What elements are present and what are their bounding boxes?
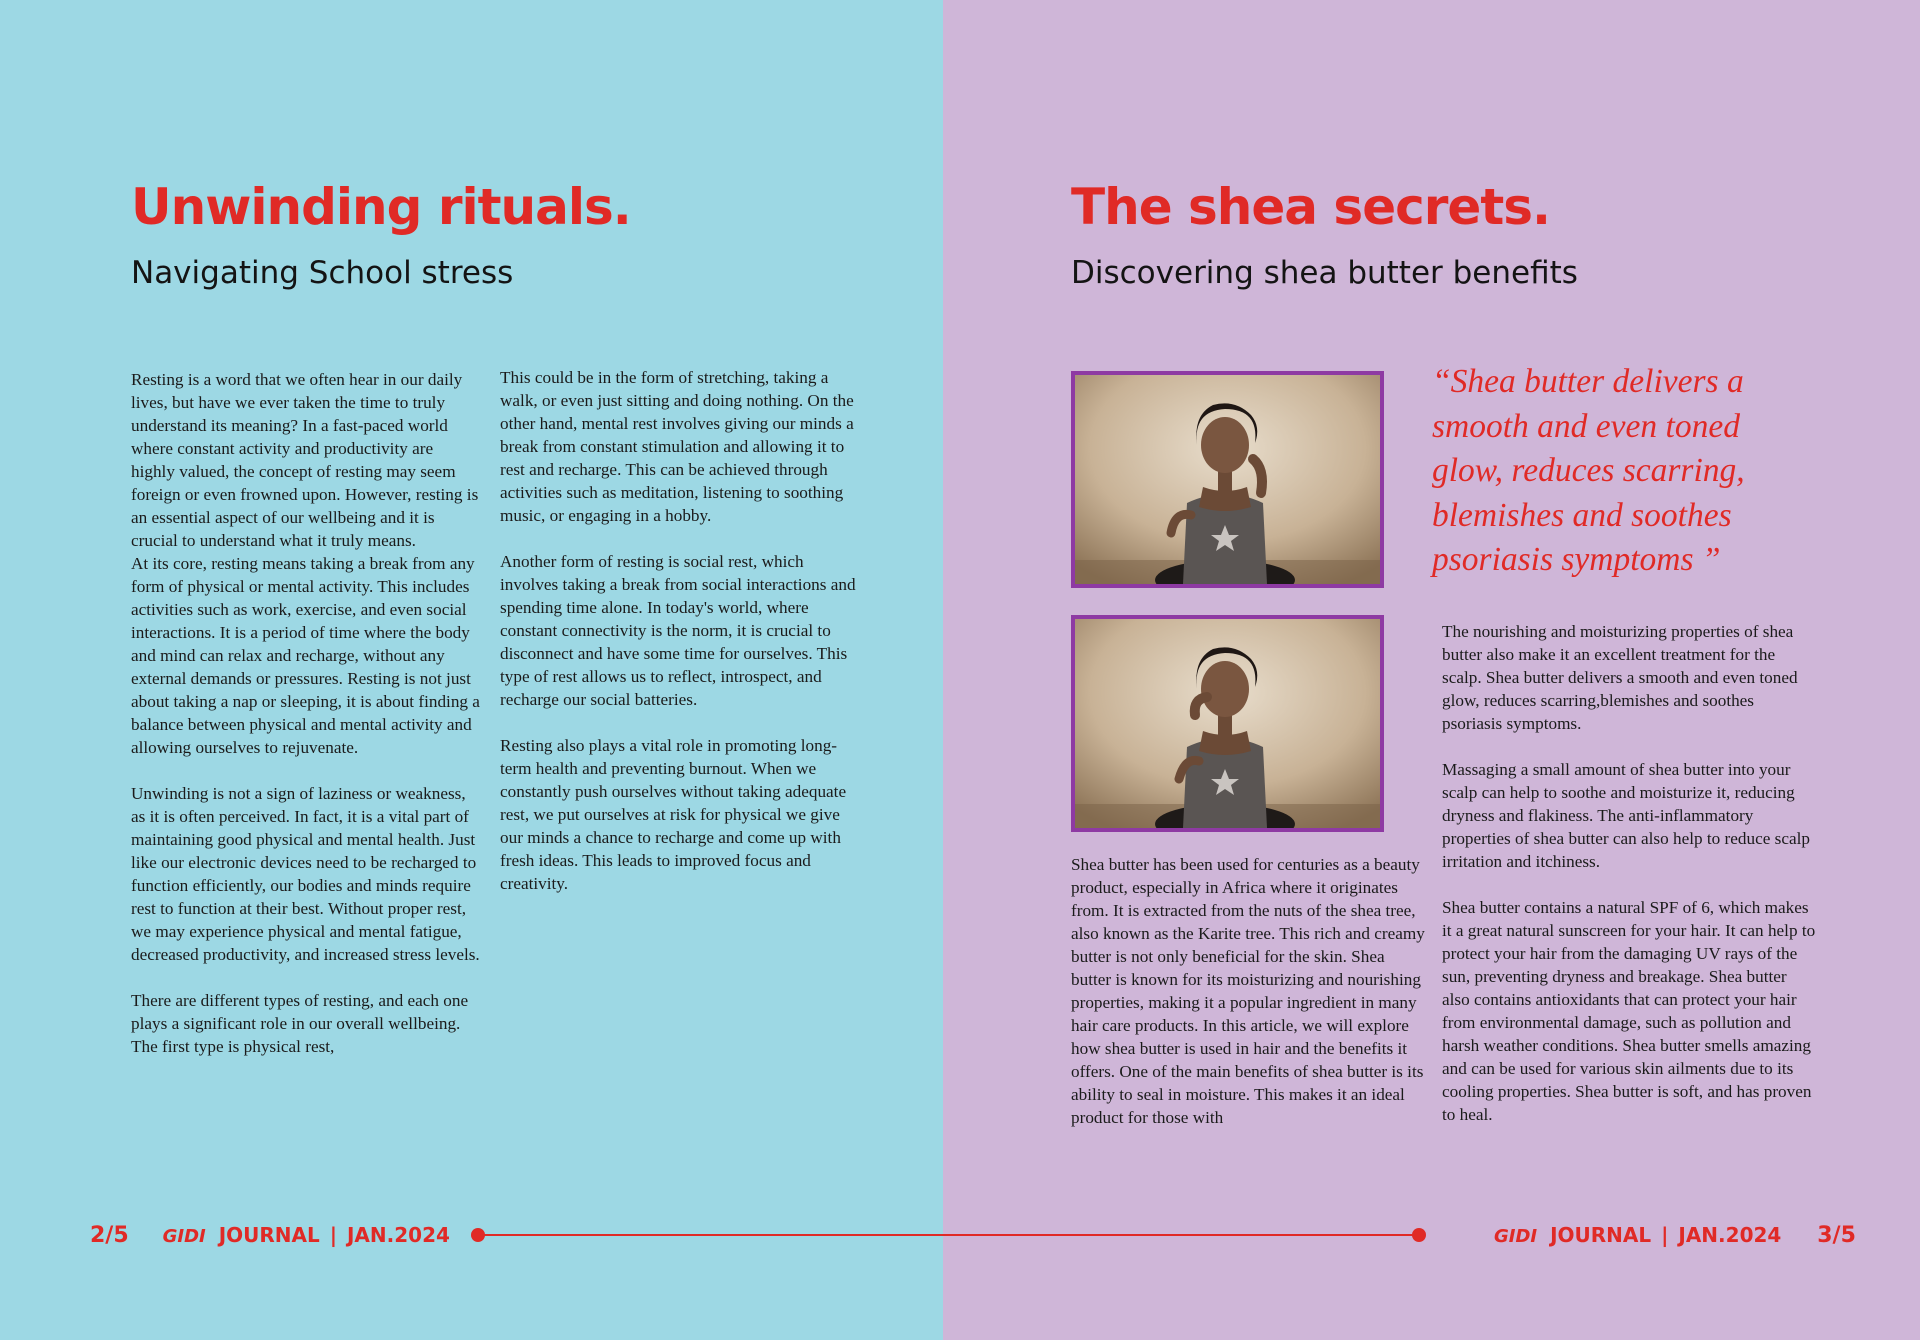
page-number: 2/5 — [90, 1223, 129, 1248]
paragraph: Unwinding is not a sign of laziness or weakness, as it is often perceived. In fact, it is a vital part of maintaining good physical and mental health. Just like our electronic devices need to be recharged to function efficiently, our bodies and minds require rest to function at their best. Without proper rest, we may experience physical and mental fatigue, decreased productivity, and increased stress levels. — [131, 784, 480, 964]
paragraph: At its core, resting means taking a break from any form of physical or mental activity. This includes activities such as work, exercise, and even social interactions. It is a period of time where the body and mind can relax and recharge, without any external demands or pressures. Resting is not just about taking a nap or sleeping, it is about finding a balance between physical and mental activity and allowing ourselves to rejuvenate. — [131, 554, 480, 757]
dot-icon — [471, 1228, 485, 1242]
page-number: 3/5 — [1817, 1223, 1856, 1248]
pull-quote: “Shea butter delivers a smooth and even toned glow, reduces scarring, blemishes and soothes psoriasis symptoms ” — [1432, 363, 1745, 578]
issue-date: JAN.2024 — [1678, 1223, 1782, 1247]
dot-icon — [1412, 1228, 1426, 1242]
photo-illustration — [1075, 375, 1380, 584]
right-article-column-2 — [1442, 620, 1817, 1149]
woman-surprised-photo — [1071, 615, 1384, 832]
paragraph: There are different types of resting, and each one plays a significant role in our overall wellbeing. The first type is physical rest, — [131, 991, 469, 1056]
paragraph: Massaging a small amount of shea butter into your scalp can help to soothe and moisturize it, reducing dryness and flakiness. The anti-inflammatory properties of shea butter can also help to reduce scalp irritation and itchiness. — [1442, 760, 1810, 871]
right-footer — [1494, 1222, 1856, 1248]
paragraph: Resting is a word that we often hear in our daily lives, but have we ever taken the time to truly understand its meaning? In a fast-paced world where constant activity and productivity are highly valued, the concept of resting may seem foreign or even frowned upon. However, resting is an essential aspect of our wellbeing and it is crucial to understand what it truly means. — [131, 370, 479, 550]
issue-date: JAN.2024 — [346, 1223, 450, 1247]
paragraph: Shea butter has been used for centuries as a beauty product, especially in Africa where it originates from. It is extracted from the nuts of the shea tree, also known as the Karite tree. This rich and creamy butter is not only beneficial for the skin. Shea butter is known for its moisturizing and nourishing properties, making it a popular ingredient in many hair care products. In this article, we will explore how shea butter is used in hair and the benefits it offers. One of the main benefits of shea butter is its ability to seal in moisture. This makes it an ideal product for those with — [1071, 855, 1425, 1127]
left-title: Unwinding rituals. — [131, 178, 631, 236]
footer-timeline — [477, 1234, 1419, 1236]
left-article-column-1 — [131, 368, 481, 1081]
paragraph: Another form of resting is social rest, which involves taking a break from social interactions and spending time alone. In today's world, where constant connectivity is the norm, it is crucial to disconnect and have some time for ourselves. This type of rest allows us to reflect, introspect, and recharge our social batteries. — [500, 552, 856, 709]
right-title: The shea secrets. — [1071, 178, 1550, 236]
left-footer — [90, 1222, 450, 1248]
paragraph: The nourishing and moisturizing properties of shea butter also make it an excellent treatment for the scalp. Shea butter delivers a smooth and even toned glow, reduces scarring,blemishes and soothes psoriasis symptoms. — [1442, 622, 1798, 733]
journal-name: JOURNAL — [218, 1223, 320, 1247]
journal-name: JOURNAL — [1550, 1223, 1652, 1247]
journal-brand: GIDI — [1494, 1226, 1538, 1247]
footer-separator: | — [329, 1223, 338, 1247]
right-article-column-1 — [1071, 853, 1426, 1152]
paragraph: Shea butter contains a natural SPF of 6, which makes it a great natural sunscreen for your hair. It can help to protect your hair from the damaging UV rays of the sun, preventing dryness and breakage. Shea butter also contains antioxidants that can protect your hair from environmental damage, such as pollution and harsh weather conditions. Shea butter smells amazing and can be used for various skin ailments due to its cooling properties. Shea butter is soft, and has proven to heal. — [1442, 898, 1816, 1124]
woman-laughing-photo — [1071, 371, 1384, 588]
footer-separator: | — [1661, 1223, 1669, 1247]
left-article-column-2 — [500, 366, 860, 918]
left-subtitle: Navigating School stress — [131, 255, 514, 291]
right-subtitle: Discovering shea butter benefits — [1071, 255, 1578, 291]
paragraph: Resting also plays a vital role in promoting long-term health and preventing burnout. When we constantly push ourselves without taking adequate rest, we put ourselves at risk for physical we give our minds a chance to recharge and come up with fresh ideas. This leads to improved focus and creativity. — [500, 736, 847, 893]
photo-illustration — [1075, 619, 1380, 828]
journal-brand: GIDI — [162, 1226, 206, 1247]
paragraph: This could be in the form of stretching, taking a walk, or even just sitting and doing nothing. On the other hand, mental rest involves giving our minds a break from constant stimulation and allowing it to rest and recharge. This can be achieved through activities such as meditation, listening to soothing music, or engaging in a hobby. — [500, 368, 854, 525]
